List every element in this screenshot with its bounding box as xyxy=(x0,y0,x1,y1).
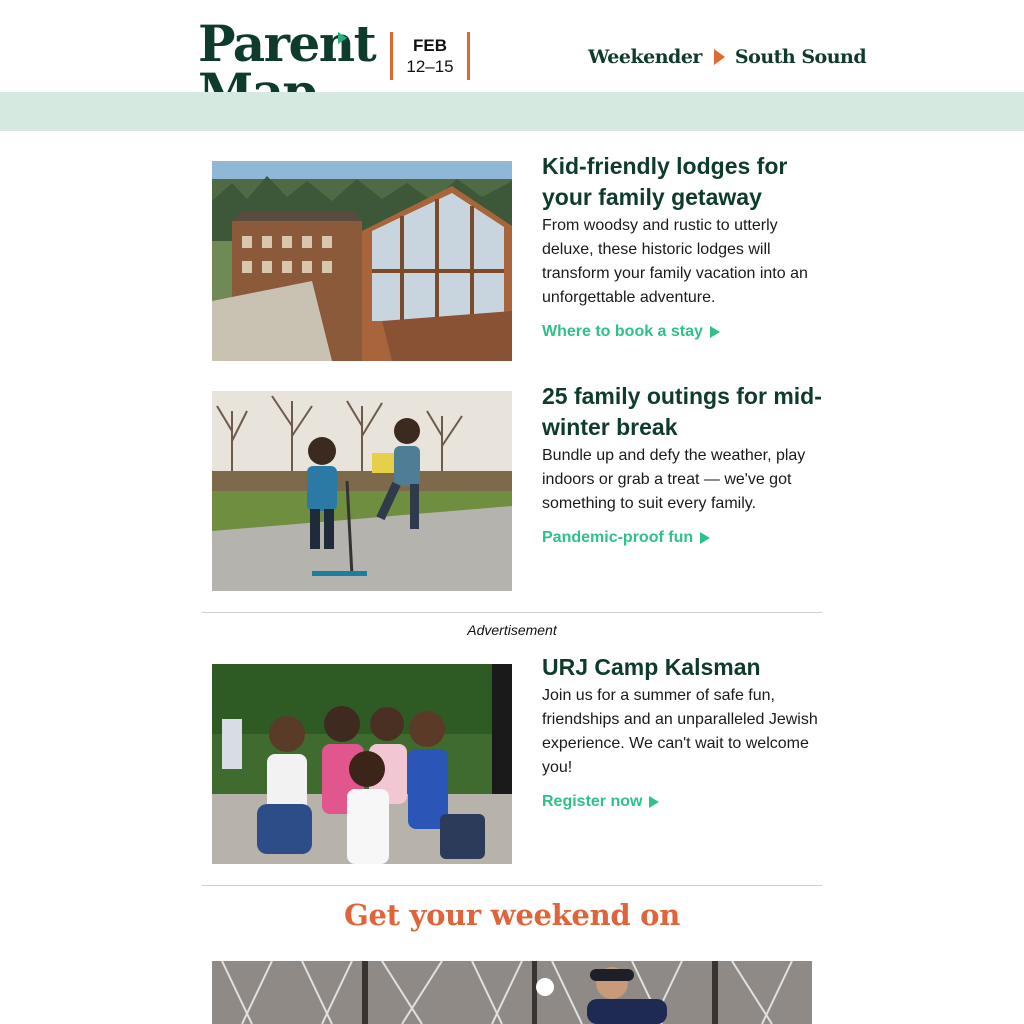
pandemic-proof-fun-link[interactable] xyxy=(542,526,710,550)
lodge-photo[interactable] xyxy=(212,161,512,361)
cta-label: Register now xyxy=(542,793,643,810)
register-now-link[interactable] xyxy=(542,790,659,814)
breadcrumb-region[interactable]: South Sound xyxy=(734,46,867,68)
ad-body: Join us for a summer of safe fun, friendships and an unparalleled Jewish experience. We can't wait to welcome you! xyxy=(542,687,818,776)
issue-days: 12–15 xyxy=(406,57,454,76)
camp-girls-photo[interactable] xyxy=(212,664,512,864)
article-title[interactable]: Kid-friendly lodges for your family getaway xyxy=(542,153,788,210)
logo-play-triangle-icon xyxy=(338,32,347,44)
article-outings xyxy=(542,381,832,550)
kids-outdoors-photo[interactable] xyxy=(212,391,512,591)
weekend-section-title: Get your weekend on xyxy=(344,898,680,932)
newsletter-breadcrumb xyxy=(588,44,866,70)
where-to-book-link[interactable] xyxy=(542,320,720,344)
arrow-right-icon xyxy=(710,326,720,338)
issue-date xyxy=(390,32,470,80)
issue-month: FEB xyxy=(413,36,447,55)
ad-title[interactable]: URJ Camp Kalsman xyxy=(542,654,761,680)
logo-line-1: Parent xyxy=(198,14,376,73)
advertisement-label: Advertisement xyxy=(467,622,557,638)
divider xyxy=(202,612,822,613)
article-lodges xyxy=(542,151,832,344)
header-band xyxy=(0,92,1024,131)
article-body: Bundle up and defy the weather, play indoors or grab a treat — we've got something to suit every family. xyxy=(542,447,806,512)
arrow-right-icon xyxy=(649,796,659,808)
snow-photo[interactable] xyxy=(212,961,812,1024)
breadcrumb-arrow-icon xyxy=(714,49,725,65)
cta-label: Pandemic-proof fun xyxy=(542,529,694,546)
arrow-right-icon xyxy=(700,532,710,544)
site-header xyxy=(0,0,1024,92)
article-title[interactable]: 25 family outings for mid-winter break xyxy=(542,383,822,440)
article-body: From woodsy and rustic to utterly deluxe, these historic lodges will transform your family vacation into an unforgettable adventure. xyxy=(542,217,808,306)
breadcrumb-section[interactable]: Weekender xyxy=(588,46,702,68)
ad-camp-kalsman xyxy=(542,652,832,814)
cta-label: Where to book a stay xyxy=(542,323,703,340)
divider xyxy=(202,885,822,886)
